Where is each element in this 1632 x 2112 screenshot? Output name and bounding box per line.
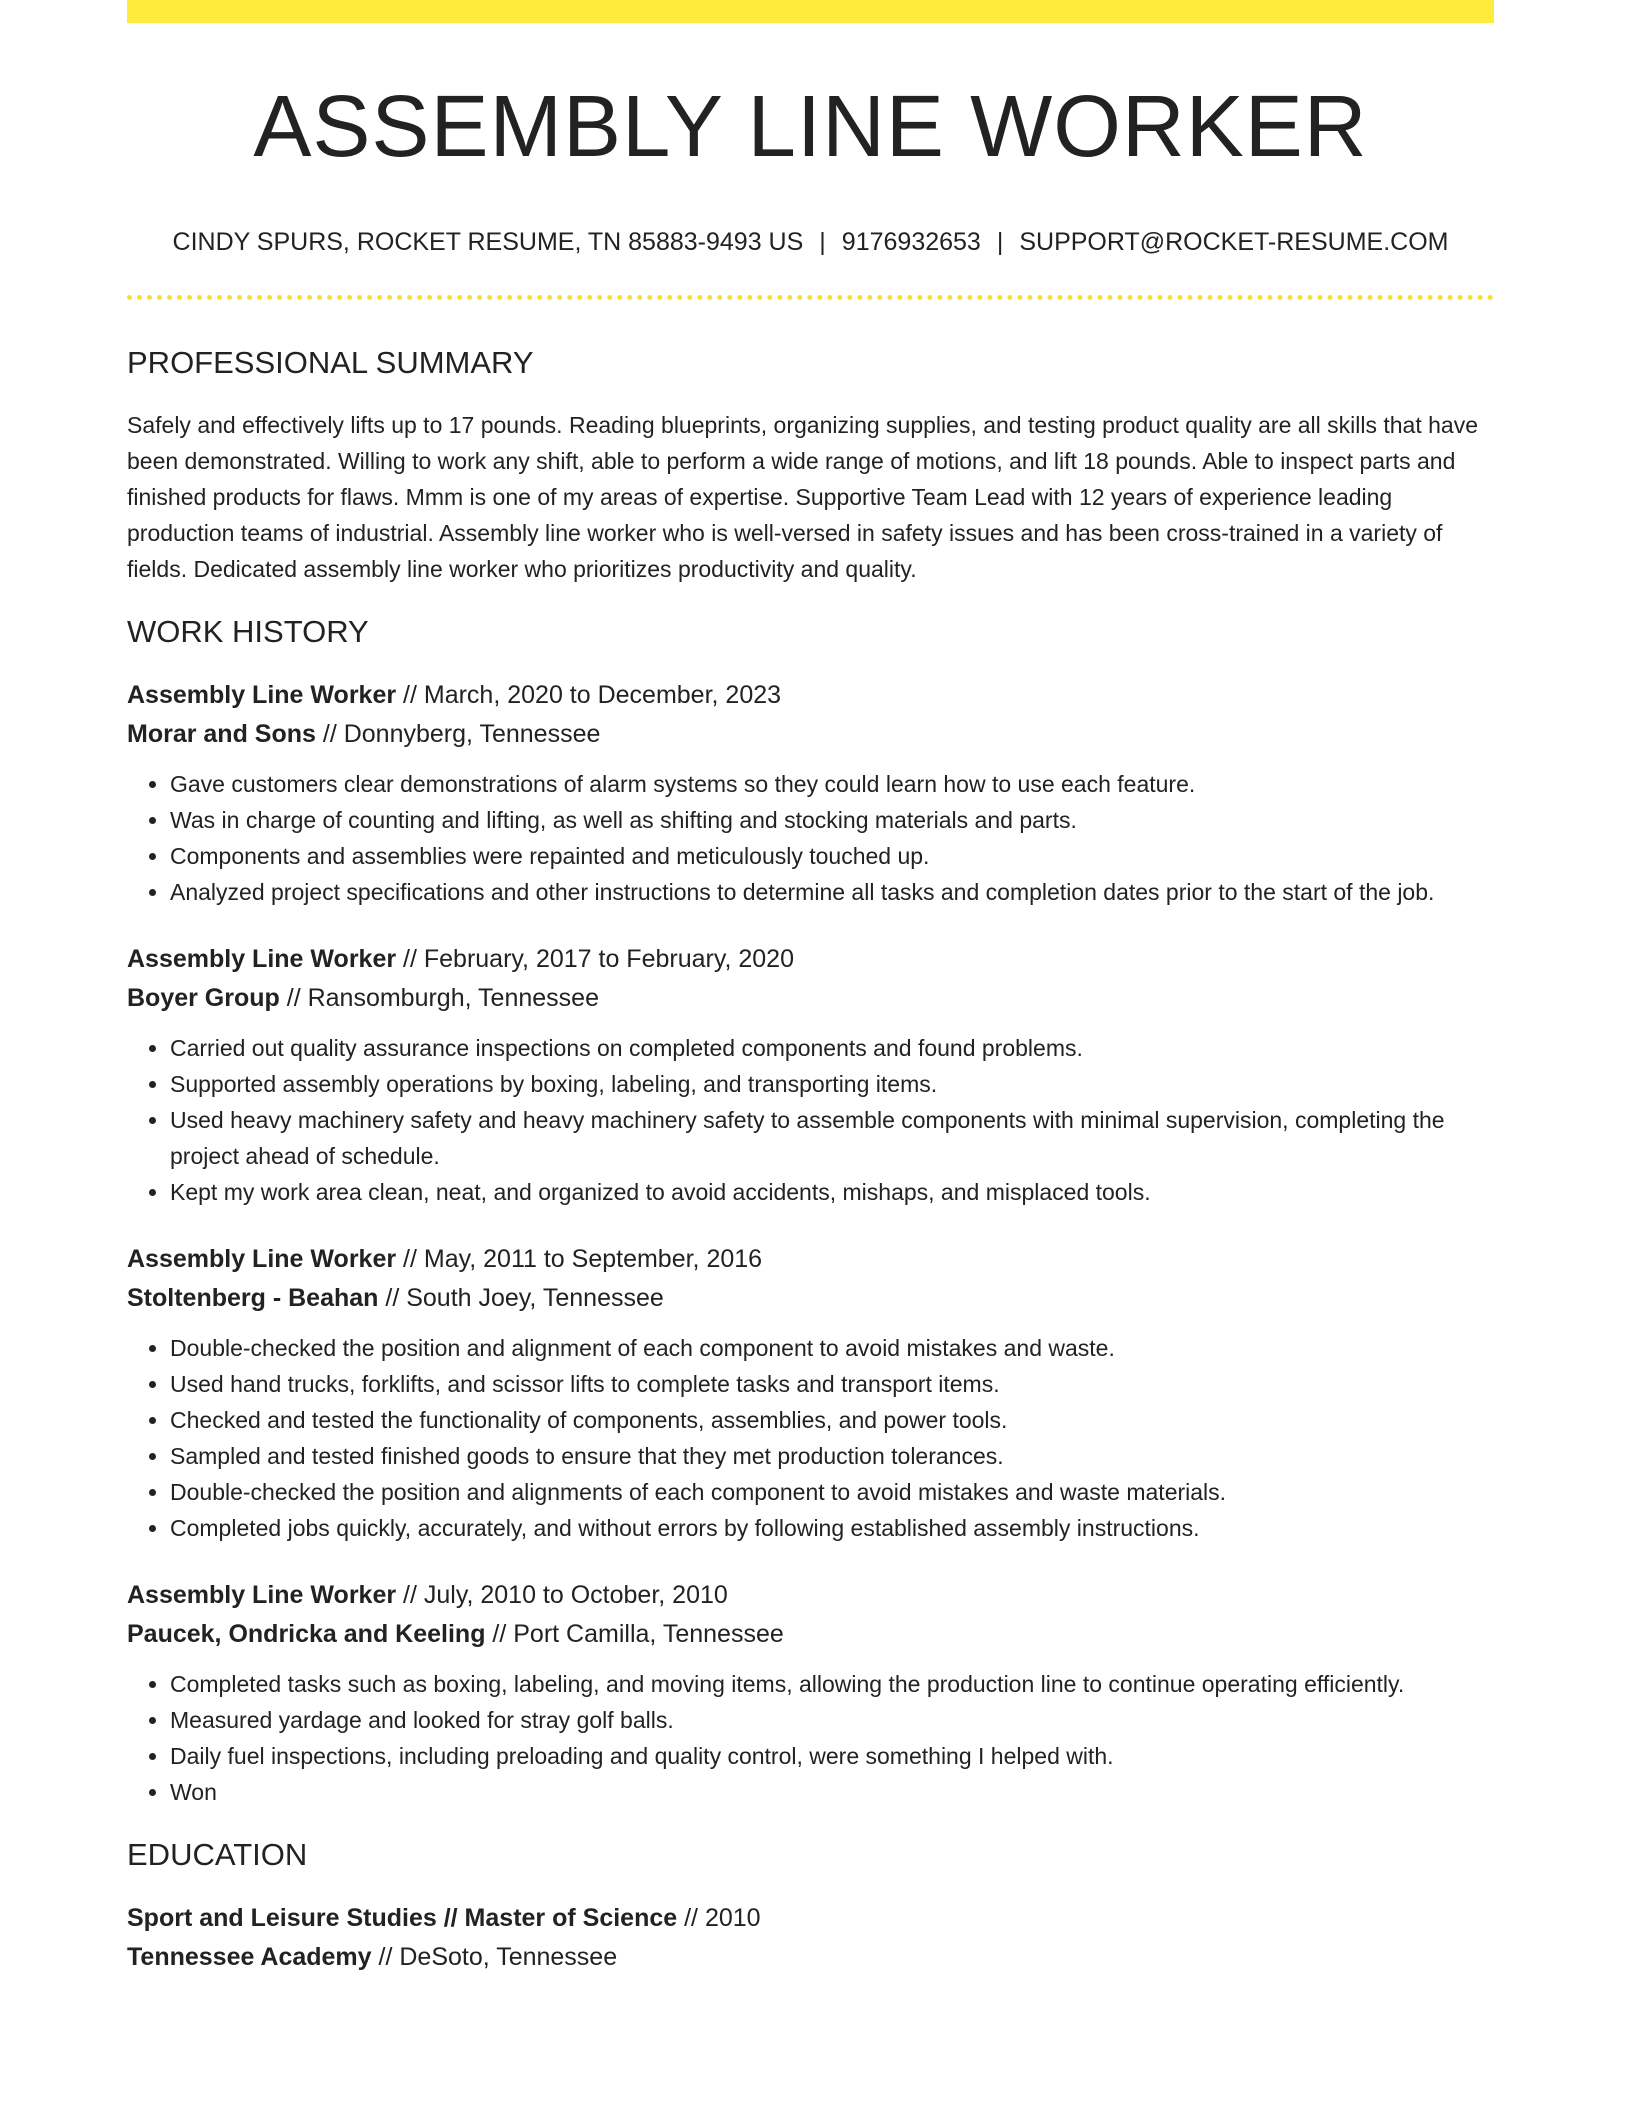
contact-email: SUPPORT@ROCKET-RESUME.COM <box>1019 227 1449 256</box>
job-title-line <box>127 1576 1494 1615</box>
job-dates: // February, 2017 to February, 2020 <box>396 945 794 974</box>
job-dates: // July, 2010 to October, 2010 <box>396 1581 728 1610</box>
contact-separator: | <box>996 227 1004 256</box>
job-company-line <box>127 1279 1494 1318</box>
job-bullets <box>127 1330 1494 1546</box>
work-history-list <box>127 676 1494 1810</box>
job-location: // Port Camilla, Tennessee <box>485 1620 784 1649</box>
contact-address: CINDY SPURS, ROCKET RESUME, TN 85883-9493 US <box>172 227 804 256</box>
job-title-line <box>127 676 1494 715</box>
education-year: // 2010 <box>677 1904 761 1933</box>
job-company: Boyer Group <box>127 984 280 1013</box>
job-bullet: • Components and assemblies were repainted and meticulously touched up. <box>170 838 1494 874</box>
job-location: // Ransomburgh, Tennessee <box>279 984 599 1013</box>
job-bullet: • Was in charge of counting and lifting, as well as shifting and stocking materials and parts. <box>170 802 1494 838</box>
education-heading: EDUCATION <box>127 1837 308 1873</box>
job-bullets <box>127 1030 1494 1210</box>
job-dates: // March, 2020 to December, 2023 <box>396 681 782 710</box>
job-title: Assembly Line Worker <box>127 1245 397 1274</box>
summary-heading: PROFESSIONAL SUMMARY <box>127 344 534 380</box>
accent-bar <box>127 0 1494 23</box>
education-entry <box>127 1899 1494 1977</box>
job-bullet: • Carried out quality assurance inspections on completed components and found problems. <box>170 1030 1494 1066</box>
job-company: Stoltenberg - Beahan <box>127 1284 379 1313</box>
job-bullet: • Analyzed project specifications and other instructions to determine all tasks and completion dates prior to the start of the job. <box>170 874 1494 910</box>
dotted-divider <box>127 295 1494 300</box>
job-bullets <box>127 1666 1494 1810</box>
education-degree: Sport and Leisure Studies // Master of Science <box>127 1904 678 1933</box>
summary-text: Safely and effectively lifts up to 17 pounds. Reading blueprints, organizing supplies, and testing product quality are all skills that have been demonstrated. Willing to work any shift, able to perform a wide range of motions, and lift 18 pounds. Able to inspect parts and finished products for flaws. Mmm is one of my areas of expertise. Supportive Team Lead with 12 years of experience leading production teams of industrial. Assembly line worker who is well-versed in safety issues and has been cross-trained in a variety of fields. Dedicated assembly line worker who prioritizes productivity and quality. <box>127 411 1479 582</box>
education-school-line <box>127 1938 1494 1977</box>
job-bullet: • Used heavy machinery safety and heavy machinery safety to assemble components with minimal supervision, completing the project ahead of schedule. <box>170 1102 1494 1174</box>
job-bullet: • Sampled and tested finished goods to ensure that they met production tolerances. <box>170 1438 1494 1474</box>
job-bullet: • Won <box>170 1774 1494 1810</box>
job-bullet: • Double-checked the position and alignments of each component to avoid mistakes and waste materials. <box>170 1474 1494 1510</box>
job-entry <box>127 1240 1494 1546</box>
job-title-line <box>127 1240 1494 1279</box>
job-title: Assembly Line Worker <box>127 681 397 710</box>
job-company-line <box>127 1615 1494 1654</box>
job-company-line <box>127 979 1494 1018</box>
job-dates: // May, 2011 to September, 2016 <box>396 1245 763 1274</box>
job-entry <box>127 676 1494 910</box>
education-list <box>127 1899 1494 1977</box>
education-school: Tennessee Academy <box>127 1943 372 1972</box>
contact-separator: | <box>819 227 826 256</box>
job-bullet: • Measured yardage and looked for stray golf balls. <box>170 1702 1494 1738</box>
job-bullet: • Checked and tested the functionality of components, assemblies, and power tools. <box>170 1402 1494 1438</box>
job-title-line <box>127 940 1494 979</box>
job-location: // South Joey, Tennessee <box>378 1284 664 1313</box>
work-history-heading: WORK HISTORY <box>127 613 369 649</box>
job-bullet: • Used hand trucks, forklifts, and scissor lifts to complete tasks and transport items. <box>170 1366 1494 1402</box>
job-title: Assembly Line Worker <box>127 945 397 974</box>
education-degree-line <box>127 1899 1494 1938</box>
job-bullet: • Supported assembly operations by boxing, labeling, and transporting items. <box>170 1066 1494 1102</box>
job-bullet: • Kept my work area clean, neat, and organized to avoid accidents, mishaps, and misplaced tools. <box>170 1174 1494 1210</box>
contact-phone: 9176932653 <box>841 227 981 256</box>
resume-content <box>127 23 1494 1977</box>
job-entry <box>127 1576 1494 1810</box>
job-bullet: • Daily fuel inspections, including preloading and quality control, were something I helped with. <box>170 1738 1494 1774</box>
job-location: // Donnyberg, Tennessee <box>315 720 601 749</box>
job-bullet: • Completed tasks such as boxing, labeling, and moving items, allowing the production line to continue operating efficiently. <box>170 1666 1494 1702</box>
job-title: Assembly Line Worker <box>127 1581 397 1610</box>
resume-title: ASSEMBLY LINE WORKER <box>253 78 1368 175</box>
job-bullet: • Completed jobs quickly, accurately, and without errors by following established assembly instructions. <box>170 1510 1494 1546</box>
job-company-line <box>127 715 1494 754</box>
job-bullet: • Gave customers clear demonstrations of alarm systems so they could learn how to use each feature. <box>170 766 1494 802</box>
job-bullet: • Double-checked the position and alignment of each component to avoid mistakes and waste. <box>170 1330 1494 1366</box>
job-bullets <box>127 766 1494 910</box>
education-location: // DeSoto, Tennessee <box>371 1943 618 1972</box>
job-company: Paucek, Ondricka and Keeling <box>127 1620 486 1649</box>
contact-line <box>127 227 1494 257</box>
job-company: Morar and Sons <box>127 720 316 749</box>
job-entry <box>127 940 1494 1210</box>
